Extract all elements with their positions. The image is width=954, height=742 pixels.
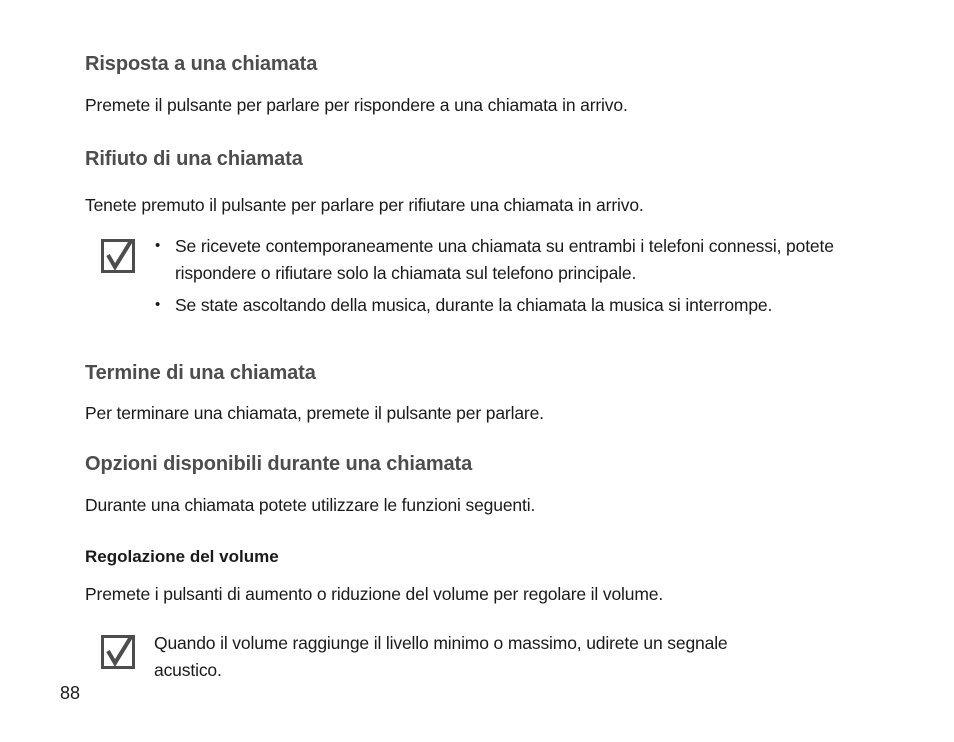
section-body-reject: Tenete premuto il pulsante per parlare per rifiutare una chiamata in arrivo. bbox=[85, 195, 644, 215]
section-body-end: Per terminare una chiamata, premete il pulsante per parlare. bbox=[85, 403, 544, 423]
note-block-1 bbox=[100, 238, 136, 279]
note-2-text: Quando il volume raggiunge il livello minimo o massimo, udirete un segnale acustico. bbox=[154, 633, 728, 680]
page-number: 88 bbox=[60, 683, 81, 703]
note-1-bullet-item bbox=[153, 233, 873, 286]
section-title-options: Opzioni disponibili durante una chiamata bbox=[85, 453, 473, 475]
section-title-end: Termine di una chiamata bbox=[85, 362, 316, 384]
subsection-title-volume: Regolazione del volume bbox=[85, 547, 279, 566]
subsection-body-volume: Premete i pulsanti di aumento o riduzione del volume per regolare il volume. bbox=[85, 584, 664, 604]
section-title-answer: Risposta a una chiamata bbox=[85, 53, 318, 75]
section-body-options: Durante una chiamata potete utilizzare le funzioni seguenti. bbox=[85, 495, 536, 515]
checkbox-note-icon bbox=[100, 238, 136, 274]
note-1-bullet-list bbox=[153, 233, 873, 319]
note-block-2 bbox=[100, 634, 136, 675]
section-body-answer: Premete il pulsante per parlare per rispondere a una chiamata in arrivo. bbox=[85, 95, 628, 115]
section-title-reject: Rifiuto di una chiamata bbox=[85, 148, 303, 170]
note-1-bullet-item bbox=[153, 292, 873, 319]
note-1-bullet-text: Se state ascoltando della musica, durante la chiamata la musica si interrompe. bbox=[175, 295, 773, 315]
checkbox-note-icon bbox=[100, 634, 136, 670]
note-1-bullet-text: Se ricevete contemporaneamente una chiamata su entrambi i telefoni connessi, potete rispondere o rifiutare solo la chiamata sul telefono principale. bbox=[175, 236, 834, 283]
